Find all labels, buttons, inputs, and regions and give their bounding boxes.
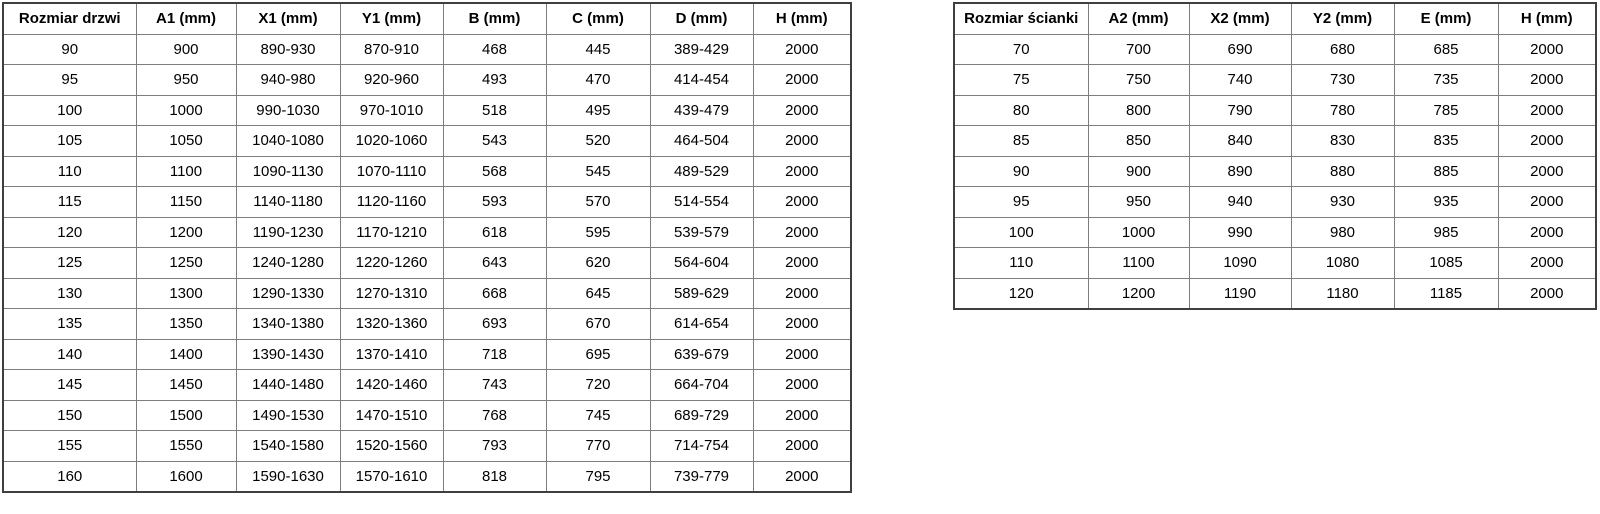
table-cell: 668 (443, 278, 546, 309)
table-cell: 1050 (136, 126, 236, 157)
table-cell: 2000 (1498, 187, 1596, 218)
table-cell: 1140-1180 (236, 187, 340, 218)
wall-size-table (953, 2, 1597, 310)
table-cell: 2000 (1498, 156, 1596, 187)
table-cell: 90 (3, 34, 136, 65)
table-cell: 693 (443, 309, 546, 340)
table-row (954, 34, 1596, 65)
table-cell: 2000 (753, 278, 851, 309)
table-cell: 1570-1610 (340, 461, 443, 492)
table-header-cell: C (mm) (546, 3, 650, 34)
table-row (954, 278, 1596, 309)
table-cell: 2000 (1498, 217, 1596, 248)
table-cell: 718 (443, 339, 546, 370)
table-header-cell: A1 (mm) (136, 3, 236, 34)
table-cell: 514-554 (650, 187, 753, 218)
table-row (3, 217, 851, 248)
table-cell: 768 (443, 400, 546, 431)
table-cell: 145 (3, 370, 136, 401)
table-row (3, 34, 851, 65)
table-row (3, 95, 851, 126)
table-cell: 818 (443, 461, 546, 492)
table-cell: 1120-1160 (340, 187, 443, 218)
table-cell: 100 (954, 217, 1088, 248)
table-cell: 100 (3, 95, 136, 126)
table-cell: 1340-1380 (236, 309, 340, 340)
table-cell: 835 (1394, 126, 1498, 157)
table-cell: 2000 (753, 370, 851, 401)
table-cell: 935 (1394, 187, 1498, 218)
table-cell: 900 (1088, 156, 1189, 187)
table-cell: 1000 (136, 95, 236, 126)
table-cell: 730 (1291, 65, 1394, 96)
table-cell: 2000 (753, 34, 851, 65)
table-cell: 1320-1360 (340, 309, 443, 340)
table-row (954, 217, 1596, 248)
table-cell: 1185 (1394, 278, 1498, 309)
table-cell: 850 (1088, 126, 1189, 157)
table-cell: 140 (3, 339, 136, 370)
table-header-cell: H (mm) (1498, 3, 1596, 34)
table-row (3, 370, 851, 401)
table-header-cell: B (mm) (443, 3, 546, 34)
table-cell: 135 (3, 309, 136, 340)
table-cell: 160 (3, 461, 136, 492)
table-cell: 645 (546, 278, 650, 309)
table-header-cell: Rozmiar ścianki (954, 3, 1088, 34)
table-header-cell: X2 (mm) (1189, 3, 1291, 34)
table-cell: 614-654 (650, 309, 753, 340)
table-cell: 1390-1430 (236, 339, 340, 370)
table-cell: 520 (546, 126, 650, 157)
table-row (3, 126, 851, 157)
table-cell: 930 (1291, 187, 1394, 218)
table-header-cell: H (mm) (753, 3, 851, 34)
table-cell: 1490-1530 (236, 400, 340, 431)
table-cell: 593 (443, 187, 546, 218)
table-cell: 2000 (753, 248, 851, 279)
table-cell: 743 (443, 370, 546, 401)
table-cell: 1600 (136, 461, 236, 492)
table-cell: 1370-1410 (340, 339, 443, 370)
table-cell: 495 (546, 95, 650, 126)
table-cell: 1440-1480 (236, 370, 340, 401)
table-row (3, 339, 851, 370)
table-cell: 950 (1088, 187, 1189, 218)
table-cell: 125 (3, 248, 136, 279)
table-row (3, 187, 851, 218)
table-row (954, 187, 1596, 218)
table-row (954, 95, 1596, 126)
table-cell: 1080 (1291, 248, 1394, 279)
table-cell: 830 (1291, 126, 1394, 157)
table-cell: 2000 (753, 431, 851, 462)
table-cell: 950 (136, 65, 236, 96)
table-cell: 115 (3, 187, 136, 218)
table-row (3, 461, 851, 492)
table-cell: 990-1030 (236, 95, 340, 126)
table-cell: 800 (1088, 95, 1189, 126)
table-cell: 780 (1291, 95, 1394, 126)
table-cell: 985 (1394, 217, 1498, 248)
table-cell: 1450 (136, 370, 236, 401)
table-cell: 735 (1394, 65, 1498, 96)
table-cell: 880 (1291, 156, 1394, 187)
table-header-cell: Rozmiar drzwi (3, 3, 136, 34)
table-cell: 1250 (136, 248, 236, 279)
table-header-cell: E (mm) (1394, 3, 1498, 34)
table-header-cell: Y2 (mm) (1291, 3, 1394, 34)
table-cell: 2000 (1498, 248, 1596, 279)
table-row (954, 248, 1596, 279)
table-cell: 1550 (136, 431, 236, 462)
table-cell: 589-629 (650, 278, 753, 309)
table-cell: 670 (546, 309, 650, 340)
table-cell: 714-754 (650, 431, 753, 462)
table-cell: 1090 (1189, 248, 1291, 279)
table-cell: 685 (1394, 34, 1498, 65)
table-cell: 1500 (136, 400, 236, 431)
door-size-table (2, 2, 852, 493)
table-cell: 85 (954, 126, 1088, 157)
table-cell: 1270-1310 (340, 278, 443, 309)
table-cell: 464-504 (650, 126, 753, 157)
table-cell: 1085 (1394, 248, 1498, 279)
table-row (954, 156, 1596, 187)
table-cell: 2000 (753, 461, 851, 492)
table-cell: 720 (546, 370, 650, 401)
table-cell: 468 (443, 34, 546, 65)
table-cell: 1200 (1088, 278, 1189, 309)
table-cell: 643 (443, 248, 546, 279)
table-cell: 2000 (753, 309, 851, 340)
table-cell: 690 (1189, 34, 1291, 65)
table-row (3, 65, 851, 96)
table-cell: 539-579 (650, 217, 753, 248)
table-cell: 2000 (753, 65, 851, 96)
table-cell: 389-429 (650, 34, 753, 65)
table-cell: 2000 (753, 95, 851, 126)
table-header-cell: Y1 (mm) (340, 3, 443, 34)
table-cell: 95 (3, 65, 136, 96)
table-cell: 770 (546, 431, 650, 462)
table-header-cell: D (mm) (650, 3, 753, 34)
table-cell: 2000 (753, 156, 851, 187)
table-cell: 543 (443, 126, 546, 157)
table-cell: 2000 (1498, 126, 1596, 157)
table-cell: 110 (3, 156, 136, 187)
table-cell: 1300 (136, 278, 236, 309)
table-cell: 870-910 (340, 34, 443, 65)
table-cell: 445 (546, 34, 650, 65)
table-cell: 120 (954, 278, 1088, 309)
table-cell: 840 (1189, 126, 1291, 157)
wall-size-table-container (953, 2, 1597, 310)
table-cell: 2000 (753, 187, 851, 218)
table-cell: 1040-1080 (236, 126, 340, 157)
table-cell: 1240-1280 (236, 248, 340, 279)
table-cell: 489-529 (650, 156, 753, 187)
table-header-cell: X1 (mm) (236, 3, 340, 34)
table-cell: 1170-1210 (340, 217, 443, 248)
table-cell: 1090-1130 (236, 156, 340, 187)
table-cell: 793 (443, 431, 546, 462)
table-cell: 1590-1630 (236, 461, 340, 492)
table-cell: 95 (954, 187, 1088, 218)
table-cell: 980 (1291, 217, 1394, 248)
table-cell: 739-779 (650, 461, 753, 492)
table-cell: 2000 (753, 339, 851, 370)
table-cell: 639-679 (650, 339, 753, 370)
table-row (3, 431, 851, 462)
table-cell: 414-454 (650, 65, 753, 96)
table-cell: 890-930 (236, 34, 340, 65)
table-cell: 1400 (136, 339, 236, 370)
table-cell: 680 (1291, 34, 1394, 65)
table-cell: 795 (546, 461, 650, 492)
table-cell: 620 (546, 248, 650, 279)
table-row (3, 156, 851, 187)
table-cell: 120 (3, 217, 136, 248)
table-cell: 439-479 (650, 95, 753, 126)
table-cell: 110 (954, 248, 1088, 279)
table-cell: 1180 (1291, 278, 1394, 309)
table-cell: 920-960 (340, 65, 443, 96)
table-cell: 890 (1189, 156, 1291, 187)
table-cell: 1020-1060 (340, 126, 443, 157)
table-row (954, 65, 1596, 96)
table-cell: 990 (1189, 217, 1291, 248)
table-cell: 1200 (136, 217, 236, 248)
table-cell: 2000 (753, 126, 851, 157)
table-cell: 2000 (753, 217, 851, 248)
table-cell: 740 (1189, 65, 1291, 96)
table-cell: 518 (443, 95, 546, 126)
table-cell: 695 (546, 339, 650, 370)
table-cell: 470 (546, 65, 650, 96)
table-cell: 493 (443, 65, 546, 96)
table-cell: 940-980 (236, 65, 340, 96)
table-cell: 105 (3, 126, 136, 157)
table-cell: 1150 (136, 187, 236, 218)
table-cell: 700 (1088, 34, 1189, 65)
table-row (3, 278, 851, 309)
table-cell: 940 (1189, 187, 1291, 218)
table-cell: 75 (954, 65, 1088, 96)
table-cell: 900 (136, 34, 236, 65)
table-cell: 150 (3, 400, 136, 431)
table-cell: 595 (546, 217, 650, 248)
table-cell: 80 (954, 95, 1088, 126)
table-cell: 750 (1088, 65, 1189, 96)
table-cell: 545 (546, 156, 650, 187)
table-cell: 970-1010 (340, 95, 443, 126)
table-cell: 568 (443, 156, 546, 187)
table-cell: 564-604 (650, 248, 753, 279)
table-row (3, 400, 851, 431)
table-cell: 155 (3, 431, 136, 462)
table-header-row (954, 3, 1596, 34)
table-cell: 1100 (1088, 248, 1189, 279)
table-cell: 1540-1580 (236, 431, 340, 462)
table-row (954, 126, 1596, 157)
table-cell: 618 (443, 217, 546, 248)
door-size-table-container (2, 2, 852, 493)
table-cell: 1350 (136, 309, 236, 340)
table-cell: 2000 (1498, 278, 1596, 309)
table-cell: 2000 (753, 400, 851, 431)
table-header-cell: A2 (mm) (1088, 3, 1189, 34)
table-cell: 2000 (1498, 95, 1596, 126)
table-cell: 70 (954, 34, 1088, 65)
table-cell: 1220-1260 (340, 248, 443, 279)
table-cell: 1070-1110 (340, 156, 443, 187)
table-header-row (3, 3, 851, 34)
table-cell: 570 (546, 187, 650, 218)
table-cell: 790 (1189, 95, 1291, 126)
table-cell: 1190-1230 (236, 217, 340, 248)
table-cell: 1100 (136, 156, 236, 187)
table-row (3, 309, 851, 340)
table-row (3, 248, 851, 279)
table-cell: 2000 (1498, 65, 1596, 96)
table-cell: 2000 (1498, 34, 1596, 65)
table-cell: 1000 (1088, 217, 1189, 248)
table-cell: 1420-1460 (340, 370, 443, 401)
table-cell: 745 (546, 400, 650, 431)
table-cell: 130 (3, 278, 136, 309)
table-cell: 885 (1394, 156, 1498, 187)
table-cell: 1520-1560 (340, 431, 443, 462)
table-cell: 1190 (1189, 278, 1291, 309)
table-cell: 90 (954, 156, 1088, 187)
table-cell: 785 (1394, 95, 1498, 126)
table-cell: 1470-1510 (340, 400, 443, 431)
table-cell: 1290-1330 (236, 278, 340, 309)
table-cell: 689-729 (650, 400, 753, 431)
table-cell: 664-704 (650, 370, 753, 401)
